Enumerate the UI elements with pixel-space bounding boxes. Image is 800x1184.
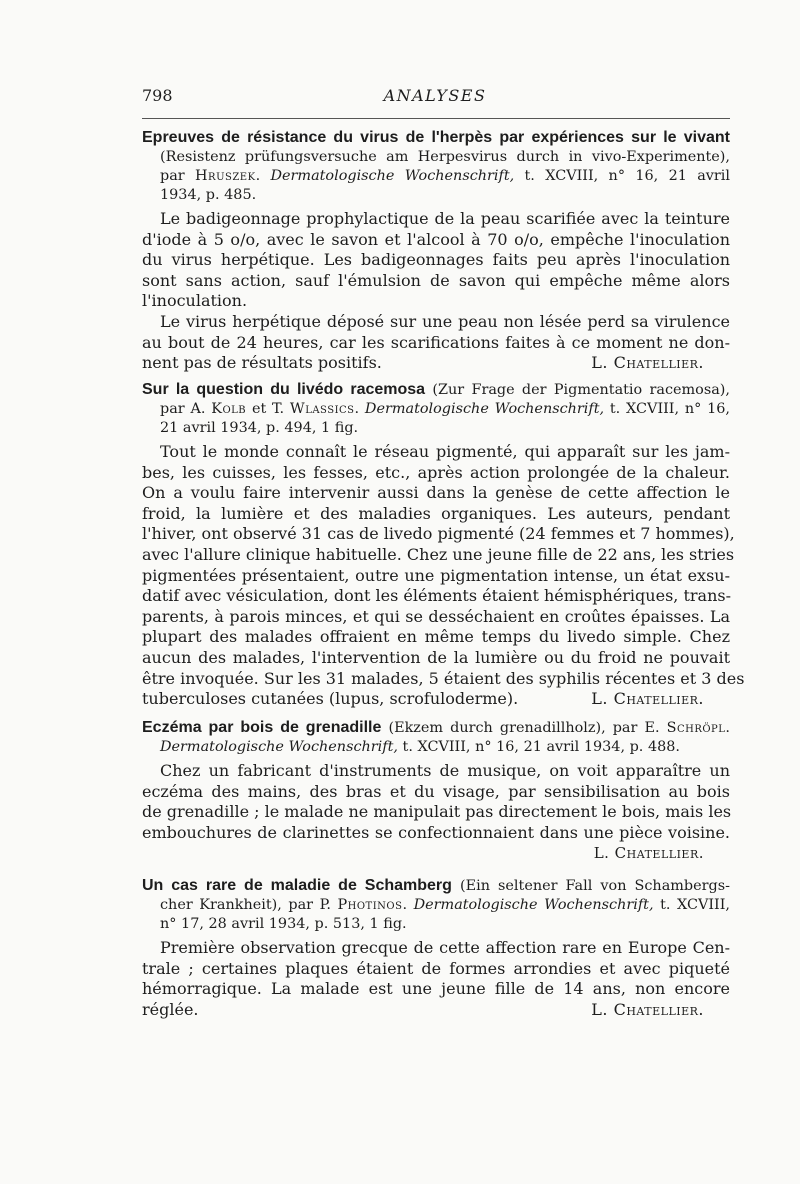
journal-name: Dermatologische Wochenschrift,	[270, 168, 515, 184]
reference-line	[160, 148, 730, 167]
article-livedo-racemosa	[142, 380, 745, 710]
article-title-line	[142, 718, 730, 738]
author-name: Photinos	[337, 897, 403, 913]
article-title: Eczéma par bois de grenadille	[142, 719, 382, 736]
article-body	[142, 442, 745, 710]
text-line: Le badigeonnage prophylactique de la peau scarifiée avec la teinture	[160, 209, 730, 228]
text-span: réglée.	[142, 999, 199, 1019]
text-line: de grenadille ; le malade ne manipulait pas directement le bois, mais les	[142, 802, 732, 822]
text-line: Première observation grecque de cette affection rare en Europe Cen-	[160, 938, 730, 957]
ref-text: par	[160, 168, 195, 184]
reference-line	[160, 419, 730, 438]
ref-text: .	[725, 720, 730, 736]
author-name: Wlassics	[289, 401, 355, 417]
article-body	[142, 761, 730, 863]
text-line	[142, 1000, 730, 1021]
reference-line	[160, 400, 730, 419]
text-line: plupart des malades offraient en même temps du livedo simple. Chez	[142, 627, 730, 647]
text-line: d'iode à 5 o/o, avec le savon et l'alcool à 70 o/o, empêche l'inoculation	[142, 229, 730, 249]
article-body	[142, 938, 730, 1020]
ref-text: .	[354, 401, 365, 417]
text-line: du virus herpétique. Les badigeonnages faits peu après l'inoculation	[142, 250, 730, 270]
text-line: pigmentées présentaient, outre une pigmentation intense, un état exsu-	[142, 565, 730, 585]
ref-text: .	[402, 897, 414, 913]
article-title-line	[142, 380, 730, 400]
text-span: tuberculoses cutanées (lupus, scrofuloderme).	[142, 689, 519, 709]
ref-text: et T.	[246, 401, 290, 417]
text-line: bes, les cuisses, les fesses, etc., après action prolongée de la chaleur.	[142, 462, 730, 482]
signature: L. Chatellier.	[591, 999, 704, 1019]
text-line: aucun des malades, l'intervention de la lumière ou du froid ne pouvait	[142, 647, 730, 667]
article-eczema-grenadille	[142, 718, 730, 863]
article-title-line	[142, 128, 730, 148]
text-line: hémorragique. La malade est une jeune fille de 14 ans, non encore	[142, 979, 730, 999]
text-line: être invoquée. Sur les 31 malades, 5 étaient des syphilis récentes et 3 des	[142, 668, 745, 688]
text-line: au bout de 24 heures, car les scarifications faites à ce moment ne don-	[142, 332, 730, 352]
text-line	[142, 689, 730, 710]
running-head: ANALYSES	[383, 86, 487, 105]
text-line: l'hiver, ont observé 31 cas de livedo pigmenté (24 femmes et 7 hommes),	[142, 524, 735, 544]
page-number: 798	[142, 86, 173, 105]
text-line: Chez un fabricant d'instruments de musique, on voit apparaître un	[160, 761, 730, 780]
text-line: avec l'allure clinique habituelle. Chez une jeune fille de 22 ans, les stries	[142, 544, 735, 564]
text-line: sont sans action, sauf l'émulsion de savon qui empêche même alors	[142, 270, 730, 290]
german-title: (Ekzem durch grenadillholz), par E.	[381, 720, 667, 736]
reference-line	[160, 915, 730, 934]
reference-line	[160, 738, 730, 757]
author-name: Hruszek	[195, 168, 256, 184]
text-span: nent pas de résultats positifs.	[142, 353, 382, 373]
signature: L. Chatellier.	[593, 844, 704, 863]
ref-text: t. XCVIII,	[653, 897, 731, 913]
header-rule	[142, 118, 730, 119]
page-header	[142, 86, 728, 112]
text-line: l'inoculation.	[142, 291, 248, 311]
text-line	[142, 353, 730, 374]
article-title: Un cas rare de maladie de Schamberg	[142, 877, 452, 894]
ref-text: .	[255, 168, 271, 184]
ref-text: t. XCVIII, n° 16,	[604, 401, 730, 417]
reference-line	[160, 186, 730, 205]
german-title: (Resistenz prüfungsversuche am Herpesvirus durch in vivo-Experimente),	[160, 149, 730, 165]
text-line: datif avec vésiculation, dont les éléments étaient hémisphériques, trans-	[142, 586, 731, 606]
author-name: Kolb	[211, 401, 247, 417]
signature: L. Chatellier.	[591, 353, 704, 373]
ref-text: t. XCVIII, n° 16, 21 avril 1934, p. 488.	[397, 739, 680, 755]
text-line: Le virus herpétique déposé sur une peau non lésée perd sa virulence	[160, 311, 730, 331]
text-line: eczéma des mains, des bras et du visage, par sensibilisation au bois	[142, 781, 730, 801]
german-title: (Ein seltener Fall von Schambergs-	[451, 878, 730, 894]
ref-text: cher Krankheit), par P.	[160, 897, 338, 913]
signature: L. Chatellier.	[591, 689, 704, 709]
journal-name: Dermatologische Wochenschrift,	[413, 897, 654, 913]
article-herpes-virus	[142, 128, 730, 374]
ref-text: 21 avril 1934, p. 494, 1 fig.	[160, 420, 359, 436]
ref-text: 1934, p. 485.	[160, 187, 257, 203]
ref-text: n° 17, 28 avril 1934, p. 513, 1 fig.	[160, 916, 407, 932]
ref-text: t. XCVIII, n° 16, 21 avril	[514, 168, 730, 184]
article-title: Epreuves de résistance du virus de l'herpès par expériences sur le vivant	[142, 129, 730, 146]
german-title: (Zur Frage der Pigmentatio racemosa),	[425, 382, 730, 398]
journal-name: Dermatologische Wochenschrift,	[364, 401, 605, 417]
article-title-line	[142, 876, 730, 896]
ref-text: par A.	[160, 401, 212, 417]
article-title: Sur la question du livédo racemosa	[142, 381, 426, 398]
reference-line	[160, 896, 730, 915]
text-line: Tout le monde connaît le réseau pigmenté, qui apparaît sur les jam-	[160, 442, 730, 461]
reference-line	[160, 167, 730, 186]
text-line: froid, la lumière et des maladies organiques. Les auteurs, pendant	[142, 503, 730, 523]
author-name: Schröpl	[666, 720, 726, 736]
text-line: embouchures de clarinettes se confectionnaient dans une pièce voisine.	[142, 822, 730, 842]
text-line: parents, à parois minces, et qui se desséchaient en croûtes épaisses. La	[142, 606, 730, 626]
text-line: On a voulu faire intervenir aussi dans la genèse de cette affection le	[142, 483, 730, 503]
text-line: trale ; certaines plaques étaient de formes arrondies et avec piqueté	[142, 958, 730, 978]
journal-name: Dermatologische Wochenschrift,	[160, 739, 398, 755]
article-body	[142, 209, 730, 374]
article-schamberg-disease	[142, 876, 730, 1020]
